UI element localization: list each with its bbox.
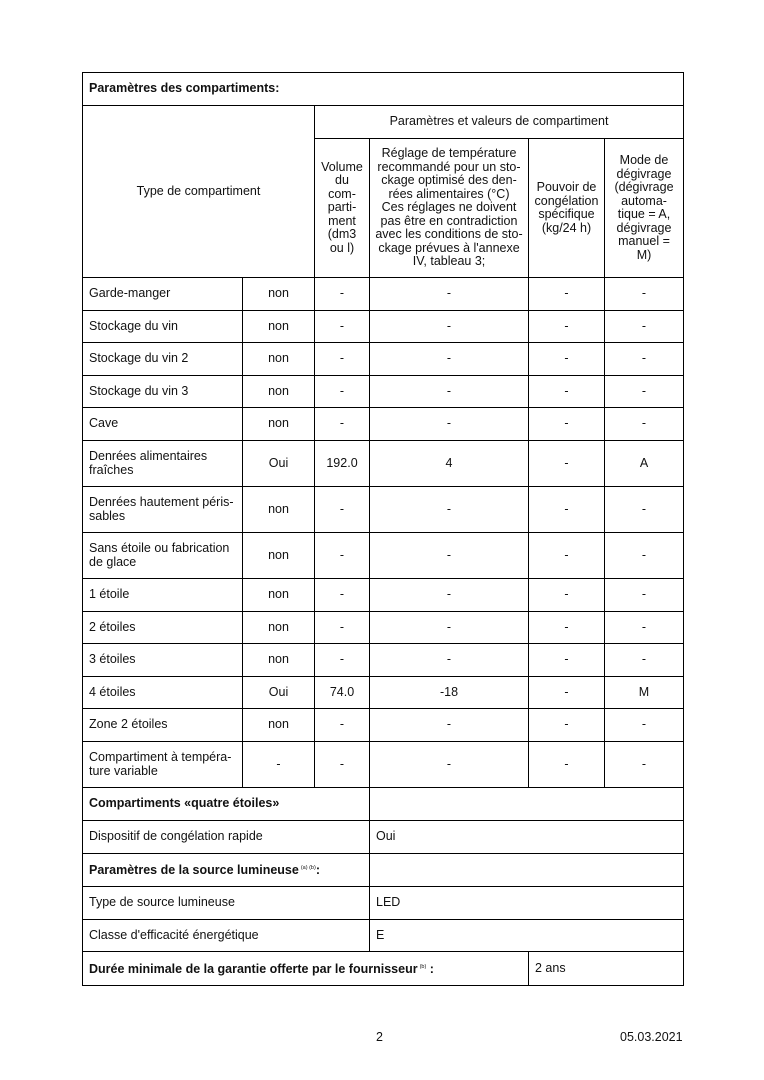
text-line: Stockage du vin 3 bbox=[89, 383, 189, 398]
compartment-temperature: - bbox=[370, 311, 529, 343]
compartment-freezing-capacity: - bbox=[529, 644, 605, 677]
compartment-volume: - bbox=[315, 311, 370, 343]
compartment-defrost-mode: - bbox=[605, 376, 684, 408]
table-row bbox=[83, 709, 684, 742]
temperature-header bbox=[370, 139, 529, 278]
section-title-row bbox=[83, 73, 684, 106]
light-type-label: Type de source lumineuse bbox=[83, 887, 370, 920]
compartment-defrost-mode: - bbox=[605, 612, 684, 644]
compartment-freezing-capacity: - bbox=[529, 343, 605, 376]
compartment-freezing-capacity: - bbox=[529, 311, 605, 343]
text-line: tique = A, bbox=[617, 207, 671, 221]
text-line: 1 étoile bbox=[89, 587, 130, 602]
compartment-defrost-mode: - bbox=[605, 579, 684, 612]
compartment-name bbox=[83, 441, 243, 487]
compartment-freezing-capacity: - bbox=[529, 709, 605, 742]
table-row bbox=[83, 677, 684, 709]
compartment-present: non bbox=[243, 709, 315, 742]
text-line: Volume bbox=[321, 159, 363, 174]
compartment-present: non bbox=[243, 408, 315, 441]
four-star-title-row bbox=[83, 788, 684, 821]
text-line: Ces réglages ne doivent bbox=[381, 200, 517, 215]
compartment-freezing-capacity: - bbox=[529, 441, 605, 487]
compartment-name bbox=[83, 278, 243, 311]
compartment-volume: - bbox=[315, 376, 370, 408]
compartment-name bbox=[83, 311, 243, 343]
text-line: IV, tableau 3; bbox=[412, 254, 486, 269]
compartment-freezing-capacity: - bbox=[529, 408, 605, 441]
compartment-volume: - bbox=[315, 408, 370, 441]
text-line: Stockage du vin 2 bbox=[89, 351, 189, 366]
compartment-volume: - bbox=[315, 487, 370, 533]
light-title-empty bbox=[370, 854, 684, 887]
text-line: Réglage de température bbox=[381, 146, 517, 161]
table-row bbox=[83, 278, 684, 311]
compartment-present: non bbox=[243, 376, 315, 408]
four-star-title: Compartiments «quatre étoiles» bbox=[83, 788, 370, 821]
compartment-present: non bbox=[243, 311, 315, 343]
table-row bbox=[83, 742, 684, 788]
light-source-title bbox=[83, 854, 370, 887]
compartment-name bbox=[83, 408, 243, 441]
compartment-freezing-capacity: - bbox=[529, 612, 605, 644]
compartment-defrost-mode: - bbox=[605, 644, 684, 677]
compartment-temperature: - bbox=[370, 579, 529, 612]
text-line: com- bbox=[328, 186, 356, 201]
compartment-name bbox=[83, 579, 243, 612]
fast-freeze-label: Dispositif de congélation rapide bbox=[83, 821, 370, 854]
text-line: pas être en contradiction bbox=[380, 213, 518, 228]
warranty-label bbox=[83, 952, 529, 986]
compartment-type-header: Type de compartiment bbox=[83, 106, 315, 278]
compartment-defrost-mode: - bbox=[605, 533, 684, 579]
compartment-defrost-mode: - bbox=[605, 709, 684, 742]
text-line: fraîches bbox=[89, 462, 134, 477]
page-number: 2 bbox=[376, 1030, 383, 1044]
defrost-mode-header bbox=[605, 139, 684, 278]
compartment-temperature: - bbox=[370, 533, 529, 579]
compartment-freezing-capacity: - bbox=[529, 487, 605, 533]
four-star-empty bbox=[370, 788, 684, 821]
compartment-parameters-table bbox=[82, 72, 684, 986]
table-row bbox=[83, 311, 684, 343]
compartment-name bbox=[83, 487, 243, 533]
table-row bbox=[83, 408, 684, 441]
compartment-defrost-mode: M bbox=[605, 677, 684, 709]
compartment-defrost-mode: - bbox=[605, 487, 684, 533]
compartment-volume: - bbox=[315, 343, 370, 376]
text-line: avec les conditions de sto- bbox=[375, 227, 523, 242]
document-date: 05.03.2021 bbox=[620, 1030, 683, 1044]
compartment-defrost-mode: - bbox=[605, 278, 684, 311]
text-line: recommandé pour un sto- bbox=[377, 159, 521, 174]
text-line: M) bbox=[636, 247, 652, 262]
compartment-present: non bbox=[243, 533, 315, 579]
text-line: manuel = bbox=[618, 234, 670, 248]
compartment-volume: 74.0 bbox=[315, 677, 370, 709]
energy-class-row bbox=[83, 920, 684, 952]
compartment-defrost-mode: - bbox=[605, 742, 684, 788]
header-row-1 bbox=[83, 106, 684, 139]
text-line: (kg/24 h) bbox=[541, 220, 592, 235]
compartment-present: Oui bbox=[243, 441, 315, 487]
compartment-volume: - bbox=[315, 612, 370, 644]
compartment-temperature: -18 bbox=[370, 677, 529, 709]
text-line: congélation bbox=[534, 193, 599, 208]
fast-freeze-value: Oui bbox=[370, 821, 684, 854]
compartment-freezing-capacity: - bbox=[529, 677, 605, 709]
light-type-row bbox=[83, 887, 684, 920]
compartment-freezing-capacity: - bbox=[529, 376, 605, 408]
compartment-volume: - bbox=[315, 278, 370, 311]
compartment-volume: - bbox=[315, 742, 370, 788]
compartment-volume: - bbox=[315, 579, 370, 612]
text-line: ou l) bbox=[329, 240, 355, 255]
light-title-colon: : bbox=[315, 863, 320, 878]
table-row bbox=[83, 487, 684, 533]
compartment-freezing-capacity: - bbox=[529, 533, 605, 579]
compartment-volume: - bbox=[315, 709, 370, 742]
table-row bbox=[83, 644, 684, 677]
table-row bbox=[83, 343, 684, 376]
text-line: Zone 2 étoiles bbox=[89, 717, 168, 732]
compartment-defrost-mode: - bbox=[605, 311, 684, 343]
compartment-temperature: - bbox=[370, 343, 529, 376]
compartment-present: non bbox=[243, 579, 315, 612]
text-line: Compartiment à tempéra- bbox=[89, 750, 232, 764]
table-row bbox=[83, 376, 684, 408]
text-line: ment bbox=[328, 213, 356, 228]
compartment-name bbox=[83, 677, 243, 709]
table-row bbox=[83, 441, 684, 487]
text-line: ckage optimisé des den- bbox=[381, 173, 517, 188]
fast-freeze-row bbox=[83, 821, 684, 854]
compartment-present: non bbox=[243, 278, 315, 311]
text-line: (dm3 bbox=[327, 227, 357, 242]
text-line: Stockage du vin bbox=[89, 318, 178, 333]
warranty-value: 2 ans bbox=[529, 952, 684, 986]
footnote-ref: (a) (b) bbox=[300, 865, 316, 872]
text-line: dégivrage bbox=[616, 166, 672, 181]
compartment-present: Oui bbox=[243, 677, 315, 709]
text-line: ckage prévues à l'annexe bbox=[378, 240, 520, 255]
compartment-name bbox=[83, 533, 243, 579]
light-title-text: Paramètres de la source lumineuse bbox=[89, 863, 299, 878]
compartment-temperature: - bbox=[370, 487, 529, 533]
compartment-freezing-capacity: - bbox=[529, 278, 605, 311]
table-row bbox=[83, 612, 684, 644]
compartment-present: non bbox=[243, 644, 315, 677]
compartment-volume: - bbox=[315, 644, 370, 677]
warranty-colon: : bbox=[426, 961, 434, 976]
compartment-volume: - bbox=[315, 533, 370, 579]
text-line: Sans étoile ou fabrication bbox=[89, 541, 230, 555]
text-line: ture variable bbox=[89, 763, 158, 778]
text-line: Cave bbox=[89, 416, 119, 431]
warranty-row bbox=[83, 952, 684, 986]
text-line: de glace bbox=[89, 554, 137, 569]
light-title-row bbox=[83, 854, 684, 887]
text-line: Mode de bbox=[619, 153, 669, 167]
compartment-freezing-capacity: - bbox=[529, 579, 605, 612]
text-line: Garde-manger bbox=[89, 286, 171, 301]
energy-class-value: E bbox=[370, 920, 684, 952]
compartment-temperature: - bbox=[370, 408, 529, 441]
text-line: Pouvoir de bbox=[536, 180, 597, 194]
text-line: spécifique bbox=[538, 207, 595, 221]
compartment-defrost-mode: A bbox=[605, 441, 684, 487]
compartment-name bbox=[83, 742, 243, 788]
section-title: Paramètres des compartiments: bbox=[83, 73, 684, 106]
text-line: Denrées hautement péris- bbox=[89, 495, 234, 509]
footnote-ref: (b) bbox=[419, 963, 427, 970]
text-line: parti- bbox=[327, 200, 357, 215]
compartment-name bbox=[83, 644, 243, 677]
text-line: 2 étoiles bbox=[89, 619, 136, 634]
compartment-temperature: - bbox=[370, 709, 529, 742]
compartment-temperature: - bbox=[370, 278, 529, 311]
text-line: 4 étoiles bbox=[89, 684, 136, 699]
text-line: automa- bbox=[621, 193, 667, 208]
compartment-temperature: - bbox=[370, 376, 529, 408]
freezing-capacity-header bbox=[529, 139, 605, 278]
text-line: dégivrage bbox=[616, 220, 672, 235]
compartment-defrost-mode: - bbox=[605, 408, 684, 441]
text-line: rées alimentaires (°C) bbox=[388, 186, 510, 201]
parameters-group-header: Paramètres et valeurs de compartiment bbox=[315, 106, 684, 139]
text-line: (dégivrage bbox=[614, 180, 674, 194]
compartment-present: - bbox=[243, 742, 315, 788]
text-line: du bbox=[335, 173, 349, 188]
light-type-value: LED bbox=[370, 887, 684, 920]
compartment-defrost-mode: - bbox=[605, 343, 684, 376]
energy-class-label: Classe d'efficacité énergétique bbox=[83, 920, 370, 952]
compartment-temperature: - bbox=[370, 644, 529, 677]
warranty-text: Durée minimale de la garantie offerte par le fournisseur bbox=[89, 961, 418, 976]
compartment-temperature: - bbox=[370, 612, 529, 644]
compartment-name bbox=[83, 343, 243, 376]
text-line: sables bbox=[89, 508, 126, 523]
table-row bbox=[83, 533, 684, 579]
text-line: Denrées alimentaires bbox=[89, 449, 208, 463]
compartment-name bbox=[83, 612, 243, 644]
volume-header bbox=[315, 139, 370, 278]
compartment-present: non bbox=[243, 487, 315, 533]
text-line: 3 étoiles bbox=[89, 652, 136, 667]
compartment-present: non bbox=[243, 343, 315, 376]
table-row bbox=[83, 579, 684, 612]
compartment-present: non bbox=[243, 612, 315, 644]
compartment-name bbox=[83, 709, 243, 742]
compartment-name bbox=[83, 376, 243, 408]
compartment-temperature: 4 bbox=[370, 441, 529, 487]
compartment-temperature: - bbox=[370, 742, 529, 788]
compartment-freezing-capacity: - bbox=[529, 742, 605, 788]
compartment-volume: 192.0 bbox=[315, 441, 370, 487]
